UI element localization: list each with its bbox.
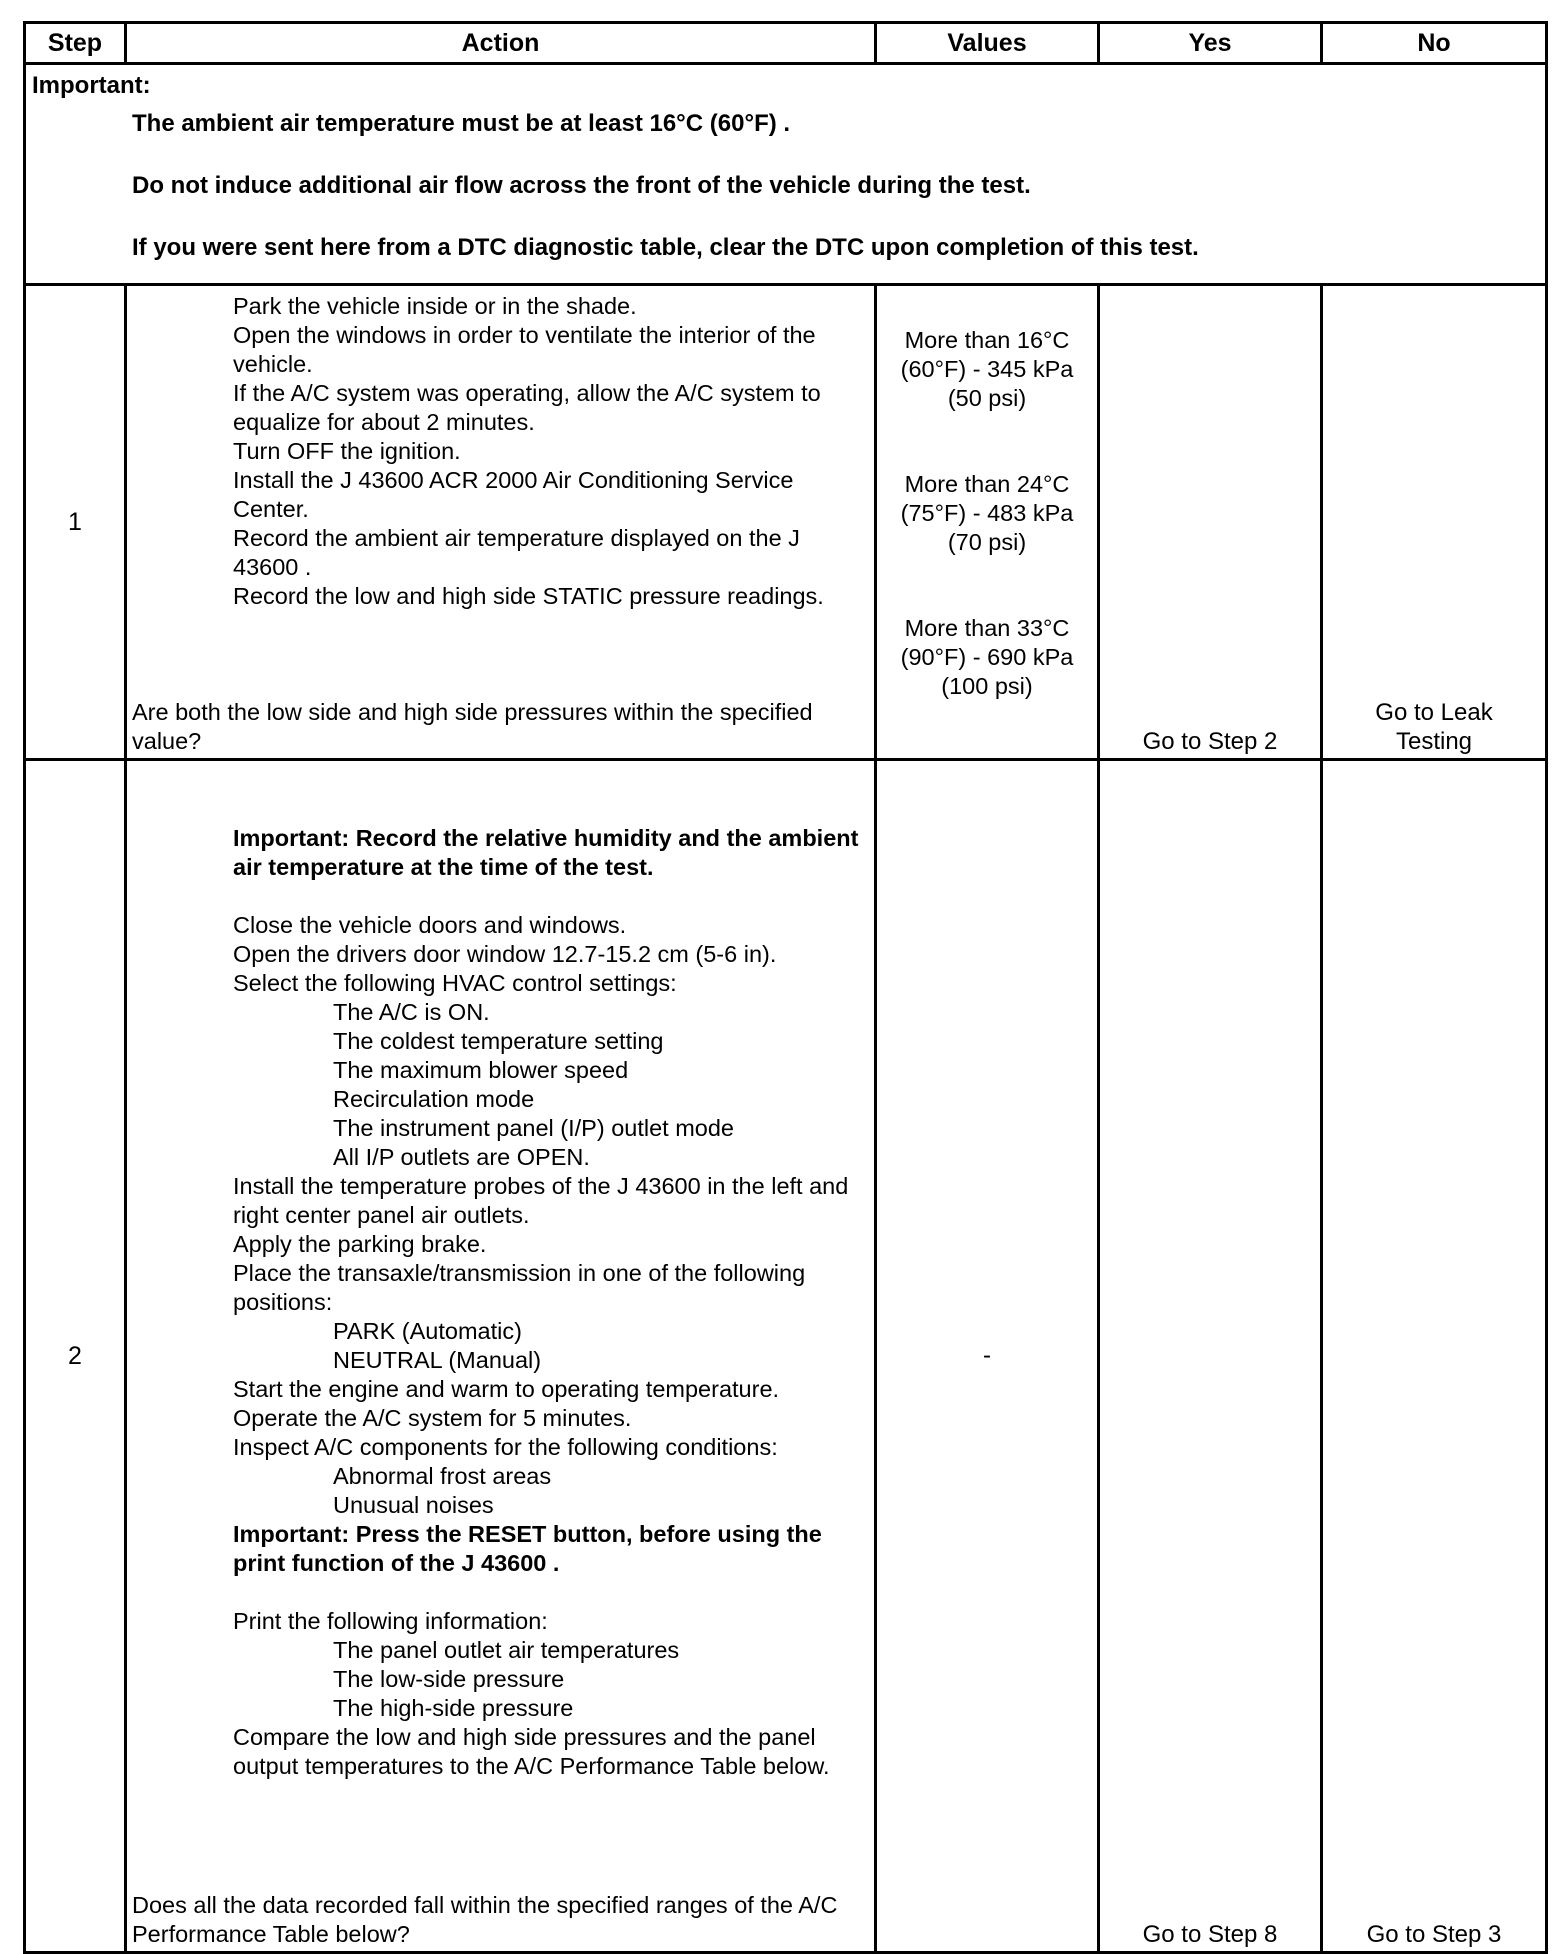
header-action: Action <box>126 23 876 64</box>
action-item: Open the drivers door window 12.7-15.2 cm (5-6 in). <box>233 941 777 967</box>
step-2-question: Does all the data recorded fall within the specified ranges of the A/C Performance Table below? <box>132 1892 838 1947</box>
no-link[interactable]: Go to Step 3 <box>1366 1921 1502 1948</box>
yes-link[interactable]: Go to Step 2 <box>1142 728 1278 755</box>
action-item: Record the low and high side STATIC pressure readings. <box>233 583 824 609</box>
position-option: NEUTRAL (Manual) <box>333 1347 542 1373</box>
step-1-action <box>126 285 876 760</box>
hvac-setting: The A/C is ON. <box>333 999 490 1025</box>
print-item: The low-side pressure <box>333 1666 565 1692</box>
value-spec: More than 16°C (60°F) - 345 kPa (50 psi) <box>900 327 1074 411</box>
action-item: Start the engine and warm to operating temperature. <box>233 1376 780 1402</box>
diagnostic-table <box>23 21 1548 1954</box>
print-item: The panel outlet air temperatures <box>333 1637 680 1663</box>
step-2-action <box>126 760 876 1953</box>
step-1-yes <box>1099 285 1322 760</box>
hvac-setting: All I/P outlets are OPEN. <box>333 1144 590 1170</box>
important-line: The ambient air temperature must be at least 16°C (60°F) . <box>132 110 791 137</box>
condition-item: Unusual noises <box>333 1492 494 1518</box>
action-item: Install the temperature probes of the J 43600 in the left and right center panel air outlets. <box>233 1173 849 1228</box>
header-row <box>25 23 1547 64</box>
action-item: Print the following information: <box>233 1608 548 1634</box>
action-item: Park the vehicle inside or in the shade. <box>233 293 637 319</box>
action-item: Turn OFF the ignition. <box>233 438 461 464</box>
important-title: Important: <box>32 72 151 99</box>
important-line: If you were sent here from a DTC diagnostic table, clear the DTC upon completion of this test. <box>132 234 1199 261</box>
action-item: Select the following HVAC control settings: <box>233 970 677 996</box>
hvac-setting: The coldest temperature setting <box>333 1028 664 1054</box>
important-note: Important: Record the relative humidity and the ambient air temperature at the time of the test. <box>233 825 859 880</box>
action-item: Close the vehicle doors and windows. <box>233 912 627 938</box>
value-spec: More than 33°C (90°F) - 690 kPa (100 psi) <box>900 615 1074 699</box>
step-2-yes <box>1099 760 1322 1953</box>
important-note: Important: Press the RESET button, before using the print function of the J 43600 . <box>233 1521 822 1576</box>
step-1-no <box>1322 285 1547 760</box>
action-item: Operate the A/C system for 5 minutes. <box>233 1405 632 1431</box>
action-item: Install the J 43600 ACR 2000 Air Conditioning Service Center. <box>233 467 794 522</box>
yes-link[interactable]: Go to Step 8 <box>1142 1921 1278 1948</box>
step-2-values: - <box>876 760 1099 1953</box>
hvac-setting: Recirculation mode <box>333 1086 535 1112</box>
step-1-row <box>25 285 1547 760</box>
action-item: If the A/C system was operating, allow the A/C system to equalize for about 2 minutes. <box>233 380 821 435</box>
action-item: Inspect A/C components for the following conditions: <box>233 1434 778 1460</box>
action-item: Record the ambient air temperature displayed on the J 43600 . <box>233 525 800 580</box>
step-2-row <box>25 760 1547 1953</box>
action-item: Apply the parking brake. <box>233 1231 487 1257</box>
step-number: 2 <box>25 760 126 1953</box>
condition-item: Abnormal frost areas <box>333 1463 552 1489</box>
no-link[interactable]: Go to Leak Testing <box>1375 699 1493 755</box>
header-no: No <box>1322 23 1547 64</box>
position-option: PARK (Automatic) <box>333 1318 522 1344</box>
step-number: 1 <box>25 285 126 760</box>
header-step: Step <box>25 23 126 64</box>
action-item: Place the transaxle/transmission in one of the following positions: <box>233 1260 806 1315</box>
hvac-setting: The maximum blower speed <box>333 1057 629 1083</box>
step-2-no <box>1322 760 1547 1953</box>
header-yes: Yes <box>1099 23 1322 64</box>
hvac-setting: The instrument panel (I/P) outlet mode <box>333 1115 735 1141</box>
step-1-values <box>876 285 1099 760</box>
action-item: Compare the low and high side pressures and the panel output temperatures to the A/C Performance Table below. <box>233 1724 830 1779</box>
header-values: Values <box>876 23 1099 64</box>
print-item: The high-side pressure <box>333 1695 574 1721</box>
action-item: Open the windows in order to ventilate the interior of the vehicle. <box>233 322 816 377</box>
important-note <box>25 64 1547 285</box>
step-1-question: Are both the low side and high side pressures within the specified value? <box>132 699 813 754</box>
value-spec: More than 24°C (75°F) - 483 kPa (70 psi) <box>900 471 1074 555</box>
important-line: Do not induce additional air flow across the front of the vehicle during the test. <box>132 172 1031 199</box>
important-row <box>25 64 1547 285</box>
